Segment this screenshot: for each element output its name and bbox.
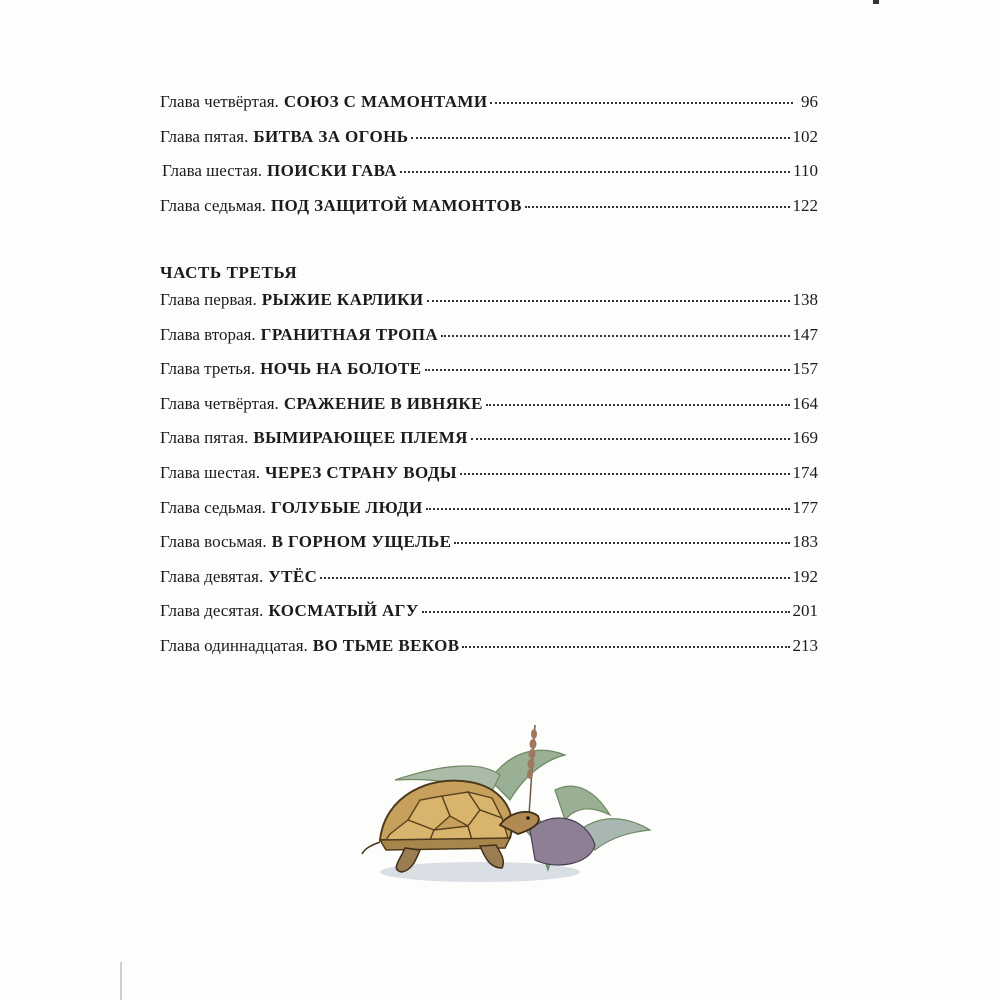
dot-leader <box>460 473 790 475</box>
toc-entry <box>160 498 818 533</box>
chapter-title: ПОД ЗАЩИТОЙ МАМОНТОВ <box>270 195 522 215</box>
dot-leader <box>486 404 790 406</box>
dot-leader <box>425 369 790 371</box>
toc-entry <box>160 359 818 394</box>
toc-entry <box>160 567 818 602</box>
chapter-number: Глава четвёртая. <box>160 393 279 413</box>
toc-entry <box>160 290 818 325</box>
chapter-title: СОЮЗ С МАМОНТАМИ <box>283 92 488 111</box>
dot-leader <box>400 171 790 173</box>
rock <box>530 818 595 865</box>
toc-entry <box>160 601 818 636</box>
page-number: 157 <box>792 359 818 379</box>
chapter-title: В ГОРНОМ УЩЕЛЬЕ <box>271 532 452 552</box>
chapter-number: Глава третья. <box>160 359 256 379</box>
dot-leader <box>422 611 790 613</box>
page-number: 164 <box>792 393 818 413</box>
page-number: 122 <box>792 195 818 215</box>
page-number: 213 <box>792 635 818 655</box>
chapter-number: Глава вторая. <box>160 324 256 344</box>
chapter-number: Глава пятая. <box>160 428 249 448</box>
toc-part-three <box>160 256 818 671</box>
toc-entry <box>160 636 818 671</box>
dot-leader <box>490 102 793 104</box>
dot-leader <box>441 335 789 337</box>
page-number: 169 <box>792 428 818 448</box>
chapter-title: ВЫМИРАЮЩЕЕ ПЛЕМЯ <box>253 428 468 448</box>
chapter-number: Глава шестая. <box>162 161 263 181</box>
chapter-number: Глава первая. <box>160 290 257 309</box>
chapter-title: ГОЛУБЫЕ ЛЮДИ <box>270 497 423 517</box>
chapter-title: УТЁС <box>268 566 318 586</box>
chapter-number: Глава девятая. <box>160 566 264 586</box>
edge-mark <box>120 962 122 1000</box>
chapter-title: ГРАНИТНАЯ ТРОПА <box>260 324 439 344</box>
page-number: 177 <box>792 497 818 517</box>
toc-section-one <box>160 92 818 230</box>
dot-leader <box>411 137 789 139</box>
page-number: 183 <box>792 532 818 552</box>
dot-leader <box>471 438 790 440</box>
chapter-title: БИТВА ЗА ОГОНЬ <box>253 126 409 146</box>
chapter-title: ПОИСКИ ГАВА <box>267 161 397 181</box>
toc-entry <box>160 127 818 162</box>
toc-entry <box>160 463 818 498</box>
page-number: 192 <box>792 566 818 586</box>
chapter-title: КОСМАТЫЙ АГУ <box>268 601 419 621</box>
toc-entry <box>160 196 818 231</box>
chapter-number: Глава одиннадцатая. <box>160 635 308 655</box>
dot-leader <box>320 577 789 579</box>
chapter-title: ВО ТЬМЕ ВЕКОВ <box>312 635 460 655</box>
chapter-number: Глава четвёртая. <box>160 92 279 111</box>
dot-leader <box>427 300 790 302</box>
turtle-illustration <box>350 720 680 900</box>
toc-entry <box>160 325 818 360</box>
chapter-title: НОЧЬ НА БОЛОТЕ <box>260 359 422 379</box>
page-number: 138 <box>792 290 818 309</box>
page-number: 174 <box>792 462 818 482</box>
page-number: 110 <box>793 161 818 181</box>
chapter-number: Глава пятая. <box>160 126 249 146</box>
chapter-title: ЧЕРЕЗ СТРАНУ ВОДЫ <box>265 462 457 482</box>
chapter-title: РЫЖИЕ КАРЛИКИ <box>261 290 424 309</box>
toc-entry <box>160 428 818 463</box>
chapter-title: СРАЖЕНИЕ В ИВНЯКЕ <box>283 393 483 413</box>
page-number: 96 <box>801 92 818 111</box>
dot-leader <box>525 206 790 208</box>
chapter-number: Глава восьмая. <box>160 532 267 552</box>
toc-entry <box>160 394 818 429</box>
dot-leader <box>426 508 790 510</box>
toc-entry <box>160 532 818 567</box>
part-three-entries <box>160 290 818 671</box>
chapter-number: Глава седьмая. <box>160 497 266 517</box>
toc-entry <box>160 92 818 127</box>
chapter-number: Глава шестая. <box>160 462 261 482</box>
toc-entry <box>162 161 818 196</box>
dot-leader <box>462 646 789 648</box>
part-three-heading: ЧАСТЬ ТРЕТЬЯ <box>160 263 298 282</box>
corner-mark <box>873 0 879 4</box>
chapter-number: Глава седьмая. <box>160 195 266 215</box>
page-number: 147 <box>792 324 818 344</box>
chapter-number: Глава десятая. <box>160 601 264 621</box>
page-number: 201 <box>792 601 818 621</box>
page-number: 102 <box>792 126 818 146</box>
dot-leader <box>454 542 789 544</box>
